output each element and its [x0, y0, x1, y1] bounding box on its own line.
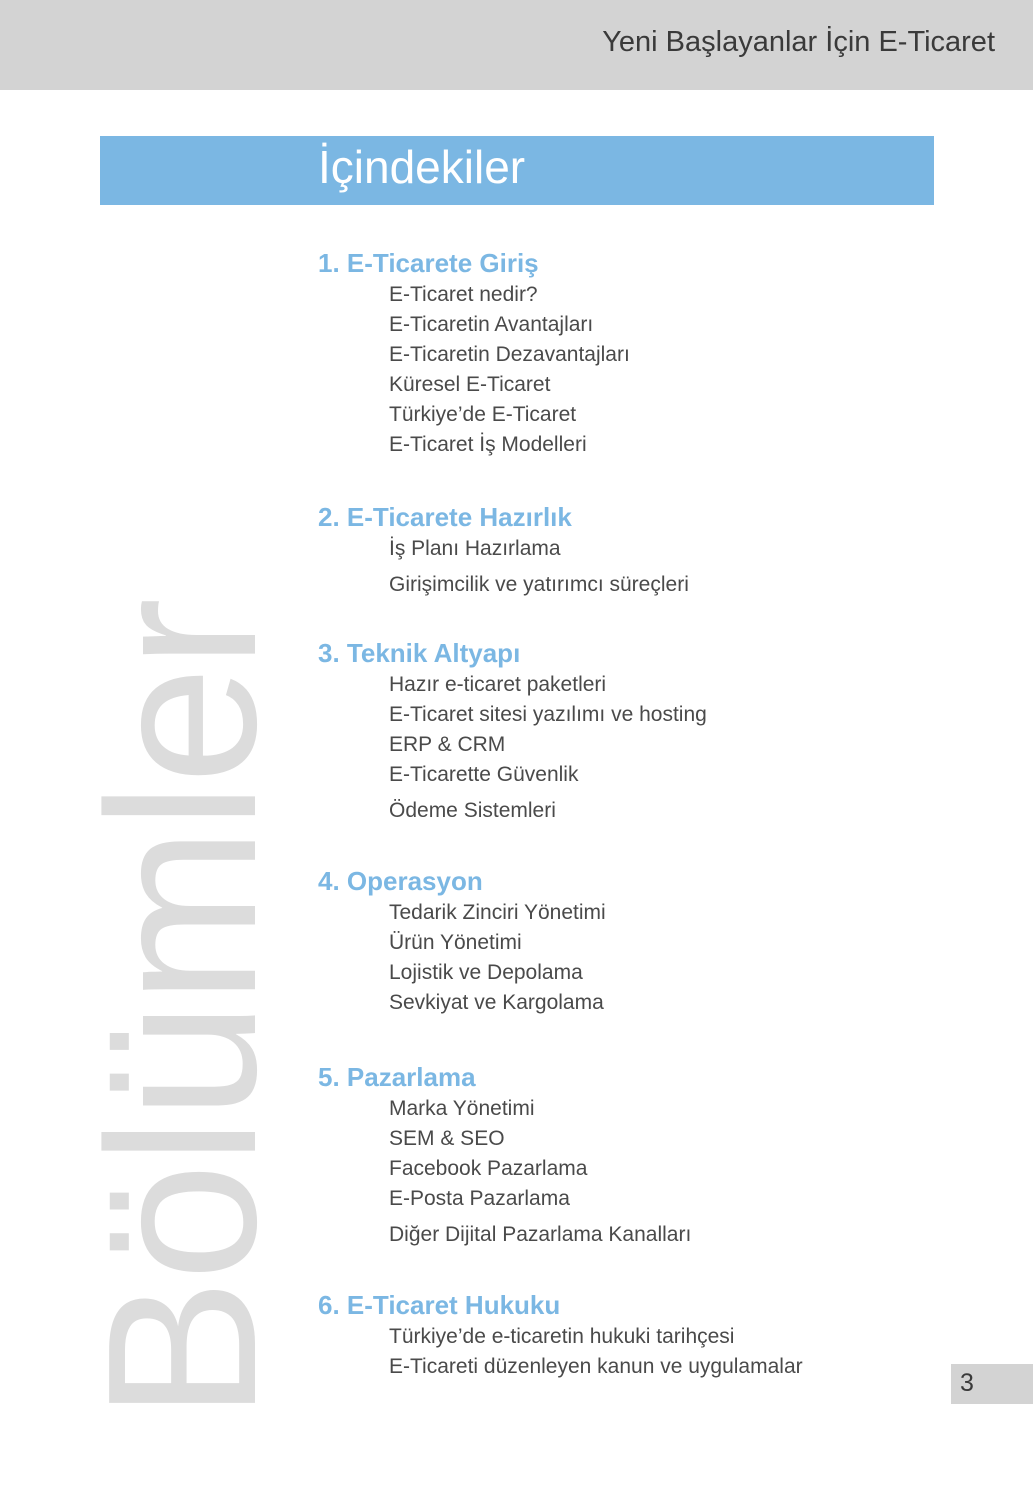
book-title: Yeni Başlayanlar İçin E-Ticaret: [602, 26, 995, 58]
toc-item[interactable]: İş Planı Hazırlama: [389, 537, 561, 560]
toc-item[interactable]: Marka Yönetimi: [389, 1097, 535, 1120]
toc-item[interactable]: Lojistik ve Depolama: [389, 961, 583, 984]
toc-item[interactable]: ERP & CRM: [389, 733, 506, 756]
toc-item[interactable]: Girişimcilik ve yatırımcı süreçleri: [389, 573, 689, 596]
section-title[interactable]: 6. E-Ticaret Hukuku: [318, 1290, 561, 1320]
toc-section: [318, 864, 938, 1018]
toc-item[interactable]: E-Ticaretin Avantajları: [389, 313, 594, 336]
toc-item[interactable]: E-Posta Pazarlama: [389, 1187, 570, 1210]
toc-item[interactable]: Küresel E-Ticaret: [389, 373, 551, 396]
toc-item[interactable]: Facebook Pazarlama: [389, 1157, 588, 1180]
page-number-tab: [951, 1364, 1033, 1404]
table-of-contents: [318, 246, 938, 1382]
toc-item[interactable]: SEM & SEO: [389, 1127, 505, 1150]
toc-item[interactable]: E-Ticaret İş Modelleri: [389, 433, 587, 456]
toc-section: [318, 636, 938, 826]
toc-section: [318, 1060, 938, 1250]
toc-section: [318, 1288, 938, 1382]
toc-item[interactable]: Sevkiyat ve Kargolama: [389, 991, 604, 1014]
section-title[interactable]: 4. Operasyon: [318, 866, 483, 896]
toc-item[interactable]: Diğer Dijital Pazarlama Kanalları: [389, 1223, 692, 1246]
section-title[interactable]: 2. E-Ticarete Hazırlık: [318, 502, 572, 532]
toc-item[interactable]: E-Ticaret sitesi yazılımı ve hosting: [389, 703, 707, 726]
toc-section: [318, 246, 938, 460]
header-bar: [0, 0, 1033, 90]
toc-item[interactable]: E-Ticaretin Dezavantajları: [389, 343, 630, 366]
section-title[interactable]: 5. Pazarlama: [318, 1062, 476, 1092]
toc-heading: İçindekiler: [318, 141, 526, 193]
section-items: [318, 670, 938, 826]
side-label: Bölümler: [63, 599, 300, 1421]
section-items: [318, 1094, 938, 1250]
section-items: [318, 280, 938, 460]
page-number: 3: [960, 1369, 974, 1397]
toc-item[interactable]: E-Ticareti düzenleyen kanun ve uygulamalar: [389, 1355, 803, 1378]
toc-item[interactable]: Hazır e-ticaret paketleri: [389, 673, 607, 696]
toc-section: [318, 500, 938, 600]
section-items: [318, 534, 938, 600]
section-items: [318, 898, 938, 1018]
section-title[interactable]: 1. E-Ticarete Giriş: [318, 248, 539, 278]
toc-heading-bar: [100, 136, 934, 205]
toc-item[interactable]: Ödeme Sistemleri: [389, 799, 556, 822]
toc-item[interactable]: Türkiye’de e-ticaretin hukuki tarihçesi: [389, 1325, 735, 1348]
toc-item[interactable]: Türkiye’de E-Ticaret: [389, 403, 577, 426]
toc-item[interactable]: Ürün Yönetimi: [389, 931, 522, 954]
section-items: [318, 1322, 938, 1382]
toc-item[interactable]: Tedarik Zinciri Yönetimi: [389, 901, 606, 924]
toc-item[interactable]: E-Ticarette Güvenlik: [389, 763, 579, 786]
toc-item[interactable]: E-Ticaret nedir?: [389, 283, 538, 306]
section-title[interactable]: 3. Teknik Altyapı: [318, 638, 521, 668]
